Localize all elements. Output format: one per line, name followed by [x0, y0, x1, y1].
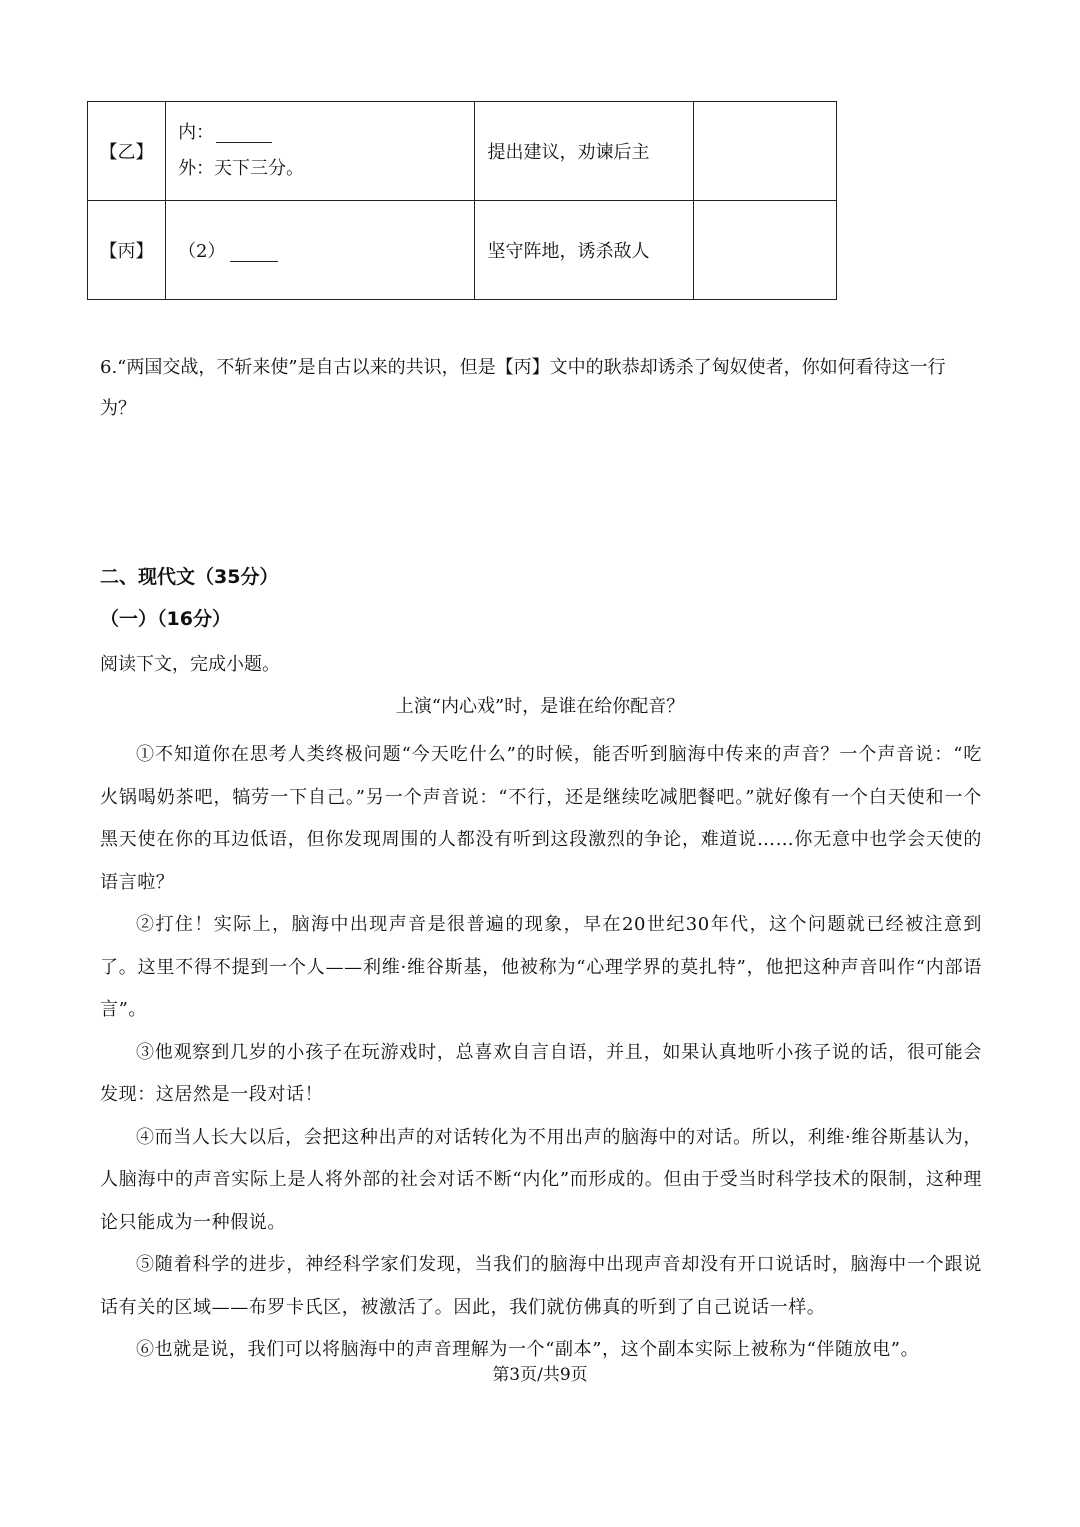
row-purpose: 坚守阵地，诱杀敌人	[475, 201, 693, 300]
content-line: （2）	[178, 241, 226, 262]
content-line: 外：天下三分。	[178, 158, 305, 179]
answer-blank[interactable]	[216, 124, 272, 143]
instruction: 阅读下文，完成小题。	[100, 654, 280, 675]
paragraph: ④而当人长大以后，会把这种出声的对话转化为不用出声的脑海中的对话。所以，利维·维谷斯基认为，人脑海中的声音实际上是人将外部的社会对话不断“内化”而形成的。但由于受当时科学技术的限制，这种理论只能成为一种假说。	[100, 1126, 982, 1233]
row-label: 【丙】	[88, 201, 166, 300]
paragraph: ⑥也就是说，我们可以将脑海中的声音理解为一个“副本”，这个副本实际上被称为“伴随放电”。	[136, 1339, 920, 1360]
subsection-title: （一）（16分）	[100, 608, 231, 630]
page-footer: 第3页/共9页	[492, 1365, 588, 1385]
section-title: 二、现代文（35分）	[100, 566, 279, 588]
row-content	[166, 102, 475, 201]
row-label: 【乙】	[88, 102, 166, 201]
table-row	[88, 102, 837, 201]
article-body	[100, 734, 982, 1372]
question-6: 6.“两国交战，不斩来使”是自古以来的共识，但是【丙】文中的耿恭却诱杀了匈奴使者，你如何看待这一行为？	[100, 357, 946, 419]
answer-blank[interactable]	[230, 243, 278, 262]
row-purpose: 提出建议，劝谏后主	[475, 102, 693, 201]
row-extra-cell[interactable]	[693, 201, 836, 300]
paragraph: ①不知道你在思考人类终极问题“今天吃什么”的时候，能否听到脑海中传来的声音？一个声音说：“吃火锅喝奶茶吧，犒劳一下自己。”另一个声音说：“不行，还是继续吃减肥餐吧。”就好像有一个白天使和一个黑天使在你的耳边低语，但你发现周围的人都没有听到这段激烈的争论，难道说……你无意中也学会天使的语言啦？	[100, 744, 982, 893]
paragraph: ⑤随着科学的进步，神经科学家们发现，当我们的脑海中出现声音却没有开口说话时，脑海中一个跟说话有关的区域——布罗卡氏区，被激活了。因此，我们就仿佛真的听到了自己说话一样。	[100, 1254, 982, 1318]
answer-table	[87, 101, 837, 300]
content-line: 内：	[178, 122, 215, 143]
row-extra-cell[interactable]	[693, 102, 836, 201]
paragraph: ②打住！实际上，脑海中出现声音是很普遍的现象，早在20世纪30年代，这个问题就已经被注意到了。这里不得不提到一个人——利维·维谷斯基，他被称为“心理学界的莫扎特”，他把这种声音叫作“内部语言”。	[100, 914, 982, 1020]
table-row	[88, 201, 837, 300]
paragraph: ③他观察到几岁的小孩子在玩游戏时，总喜欢自言自语，并且，如果认真地听小孩子说的话，很可能会发现：这居然是一段对话！	[100, 1041, 982, 1105]
row-content	[166, 201, 475, 300]
article-title: 上演“内心戏”时，是谁在给你配音？	[395, 696, 685, 717]
